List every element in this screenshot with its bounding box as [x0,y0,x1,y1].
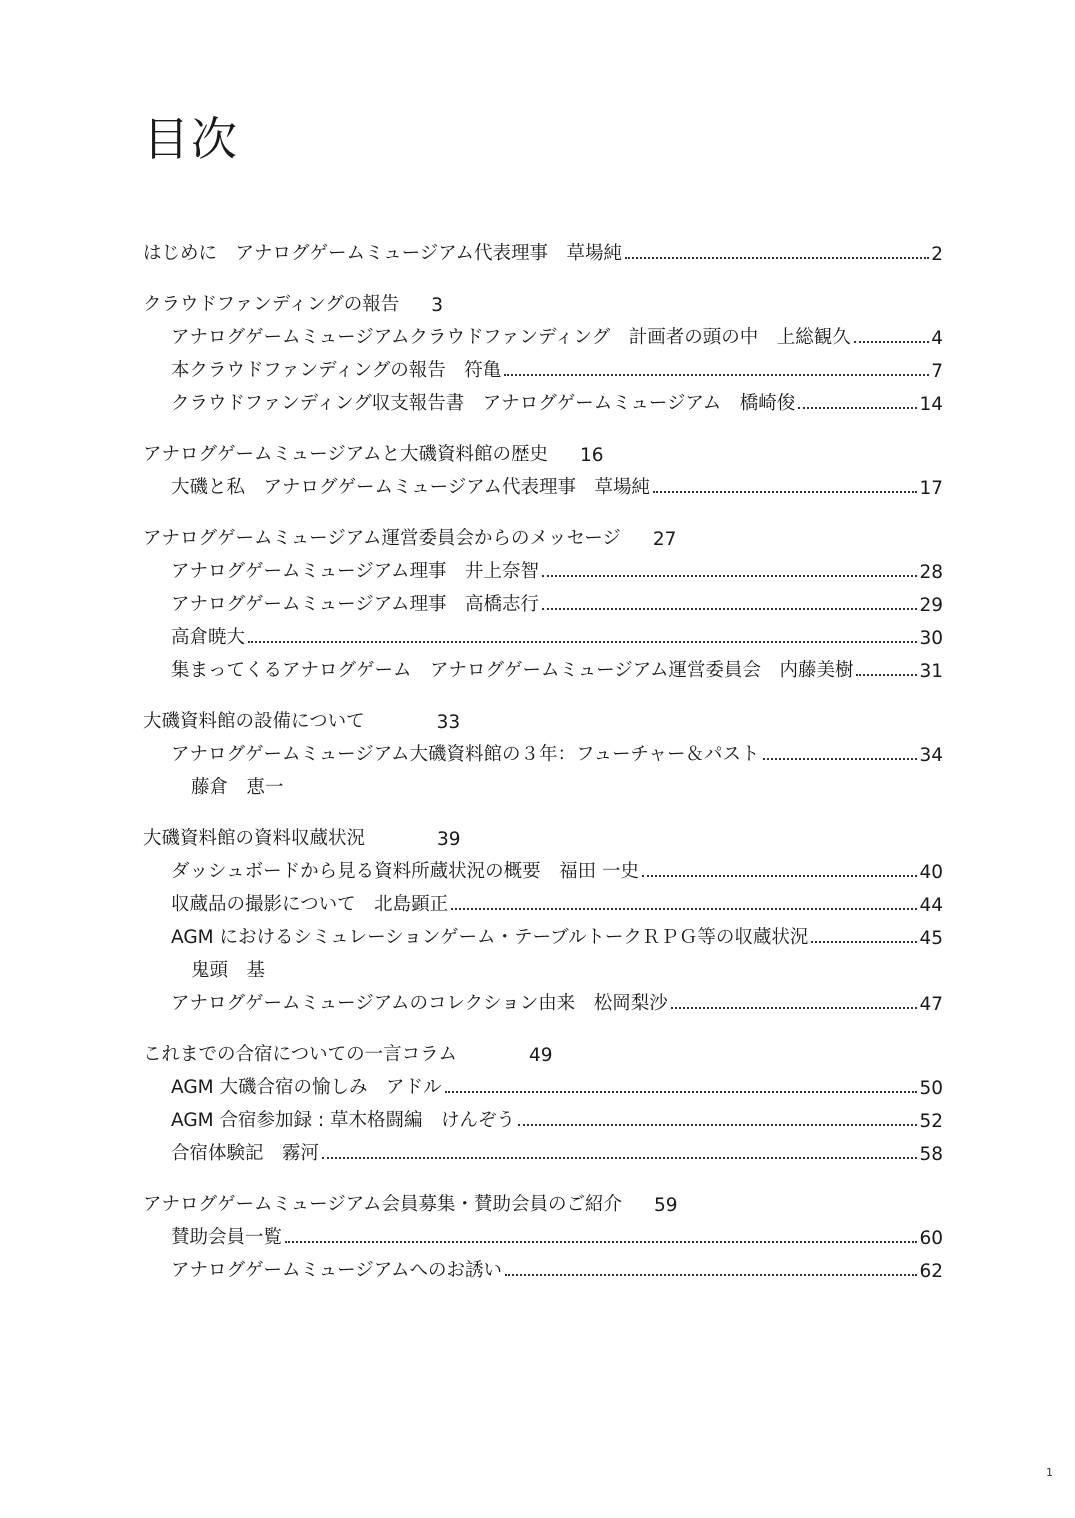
dot-leader [811,941,917,943]
dot-leader [642,875,917,877]
toc-entry-author: 鬼頭 基 [191,960,266,981]
toc-entry-page: 17 [919,478,943,499]
dot-leader [763,758,918,760]
dot-leader [798,407,917,409]
dot-leader [504,374,929,376]
toc-heading-title: クラウドファンディングの報告 [143,294,400,315]
dot-leader [285,1241,917,1243]
toc-entry[interactable] [143,1132,943,1165]
toc-entry-page: 60 [919,1228,943,1249]
toc-heading-title: アナログゲームミュージアム運営委員会からのメッセージ [143,528,621,549]
toc-entry-title: AGM 合宿参加録 : 草木格闘編 けんぞう [171,1110,516,1131]
toc-section [143,1033,943,1165]
toc-entry[interactable] [143,232,943,265]
dot-leader [505,1274,917,1276]
toc-entry[interactable] [143,982,943,1015]
toc-entry-title: クラウドファンディング収支報告書 アナログゲームミュージアム 橋崎俊 [171,393,796,414]
toc-section [143,232,943,265]
toc-entry-page: 47 [919,994,943,1015]
toc-entry[interactable] [143,733,943,766]
toc-heading[interactable] [143,283,943,316]
toc-entry-title: 高倉暁大 [171,627,246,648]
dot-leader [542,608,917,610]
toc-section [143,283,943,415]
dot-leader [248,641,917,643]
dot-leader [451,908,917,910]
toc-section [143,817,943,1015]
toc-entry-page: 40 [919,862,943,883]
toc-entry[interactable] [143,850,943,883]
toc-heading[interactable] [143,433,943,466]
toc-entry-page: 7 [931,361,943,382]
toc-entry-page: 30 [919,628,943,649]
table-of-contents [143,232,943,1300]
dot-leader [653,491,917,493]
page-number: 1 [1046,1466,1053,1479]
toc-heading-title: これまでの合宿についての一言コラム [143,1044,457,1065]
toc-entry-title: AGM 大磯合宿の愉しみ アドル [171,1077,442,1098]
toc-entry-title: ダッシュボードから見る資料所蔵状況の概要 福田 一史 [171,861,640,882]
toc-entry-page: 34 [919,745,943,766]
toc-entry-page: 29 [919,595,943,616]
toc-heading-title: 大磯資料館の資料収蔵状況 [143,828,366,849]
toc-entry-title: 収蔵品の撮影について 北島顕正 [171,894,449,915]
toc-entry[interactable] [143,349,943,382]
toc-entry-title: 大磯と私 アナログゲームミュージアム代表理事 草場純 [171,477,650,498]
dot-leader [445,1091,918,1093]
toc-entry-page: 50 [919,1078,943,1099]
toc-entry-page: 28 [919,562,943,583]
toc-section [143,433,943,499]
dot-leader [542,575,917,577]
toc-entry-title: アナログゲームミュージアム理事 高橋志行 [171,594,539,615]
toc-heading-title: アナログゲームミュージアムと大磯資料館の歴史 [143,444,548,465]
toc-entry-title: はじめに アナログゲームミュージアム代表理事 草場純 [143,243,622,264]
toc-entry-page: 31 [919,661,943,682]
toc-entry-page: 14 [919,394,943,415]
toc-entry[interactable] [143,616,943,649]
toc-entry-title: 集まってくるアナログゲーム アナログゲームミュージアム運営委員会 内藤美樹 [171,660,854,681]
toc-section [143,517,943,682]
toc-entry-title: アナログゲームミュージアムのコレクション由来 松岡梨沙 [171,993,668,1014]
toc-heading[interactable] [143,817,943,850]
dot-leader [854,341,930,343]
toc-heading-page: 59 [653,1195,678,1216]
toc-entry-page: 62 [919,1261,943,1282]
toc-heading[interactable] [143,1033,943,1066]
toc-entry-title: アナログゲームミュージアム大磯資料館の３年：フューチャー＆パスト [171,744,760,765]
dot-leader [518,1124,917,1126]
toc-heading-page: 33 [436,712,461,733]
toc-entry[interactable] [143,1216,943,1249]
dot-leader [322,1157,917,1159]
toc-entry[interactable] [143,466,943,499]
page-title: 目次 [143,112,239,166]
toc-entry-page: 52 [919,1111,943,1132]
toc-heading-page: 3 [431,295,444,316]
toc-heading[interactable] [143,1183,943,1216]
toc-entry-author: 藤倉 恵一 [191,777,284,798]
toc-heading-title: 大磯資料館の設備について [143,711,365,732]
toc-entry[interactable] [143,583,943,616]
dot-leader [856,674,917,676]
toc-entry-page: 4 [931,328,943,349]
toc-entry[interactable] [143,1066,943,1099]
toc-entry-title: AGM におけるシミュレーションゲーム・テーブルトークＲＰＧ等の収蔵状況 [171,927,809,948]
toc-entry[interactable] [143,649,943,682]
toc-heading[interactable] [143,700,943,733]
dot-leader [625,257,929,259]
toc-heading-title: アナログゲームミュージアム会員募集・賛助会員のご紹介 [143,1194,622,1215]
toc-entry-title: アナログゲームミュージアムクラウドファンディング 計画者の頭の中 上総観久 [171,327,851,348]
toc-entry-title: アナログゲームミュージアムへのお誘い [171,1260,502,1281]
toc-section [143,700,943,799]
toc-entry[interactable] [143,316,943,349]
toc-entry[interactable] [143,1249,943,1282]
toc-heading[interactable] [143,517,943,550]
toc-heading-page: 39 [437,829,461,850]
toc-heading-page: 49 [528,1045,553,1066]
toc-entry-title: アナログゲームミュージアム理事 井上奈智 [171,561,539,582]
toc-entry[interactable] [143,916,943,949]
toc-heading-page: 27 [652,529,677,550]
toc-entry-page: 58 [919,1144,943,1165]
toc-heading-page: 16 [579,445,604,466]
toc-entry[interactable] [143,1099,943,1132]
dot-leader [671,1007,918,1009]
toc-entry[interactable] [143,883,943,916]
toc-entry-title: 賛助会員一覧 [171,1227,283,1248]
toc-entry-title: 合宿体験記 霧河 [171,1143,320,1164]
toc-entry-page: 44 [919,895,943,916]
toc-entry-page: 45 [919,928,943,949]
toc-entry[interactable] [143,550,943,583]
toc-entry-page: 2 [931,244,943,265]
toc-entry-title: 本クラウドファンディングの報告 符亀 [171,360,502,381]
toc-entry[interactable] [143,382,943,415]
toc-section [143,1183,943,1282]
